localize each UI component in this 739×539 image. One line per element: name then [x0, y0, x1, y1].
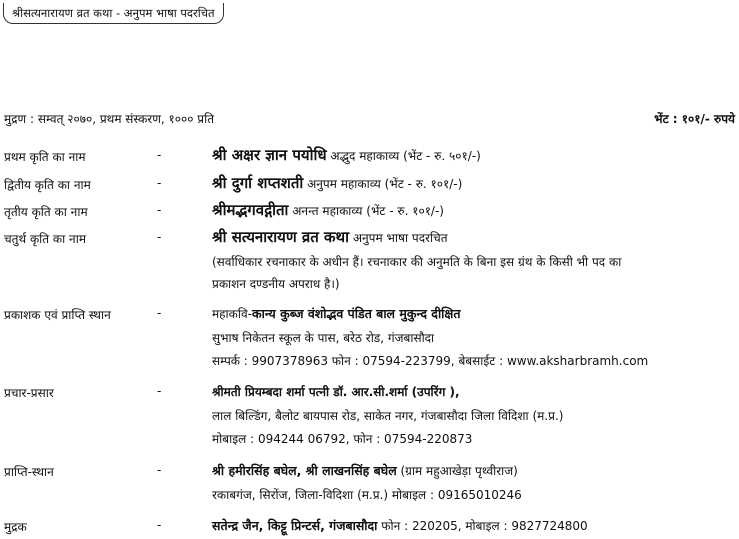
printer-dash: - [157, 518, 162, 532]
promotion-name: श्रीमती प्रियम्बदा शर्मा पत्नी डॉ. आर.सी.शर्मा (उपरिंग ), [212, 385, 460, 399]
promotion-dash: - [157, 384, 162, 398]
copyright-line-2: प्रकाशन दण्डनीय अपराध है।) [212, 277, 340, 291]
work-2-desc: अनुपम महाकाव्य (भेंट - रु. १०१/-) [307, 177, 463, 191]
availability-names-line [212, 462, 518, 479]
work-1-dash: - [157, 148, 162, 162]
printer-line [212, 517, 588, 534]
printer-label: मुद्रक [4, 520, 27, 534]
publisher-prefix: महाकवि- [212, 307, 252, 321]
availability-label: प्राप्ति-स्थान [4, 465, 54, 479]
publisher-name-line [212, 305, 461, 322]
availability-village: (ग्राम महुआखेड़ा पृथ्वीराज) [400, 464, 518, 478]
work-4-label: चतुर्थ कृति का नाम [4, 232, 87, 246]
work-3-label: तृतीय कृति का नाम [4, 205, 88, 219]
publisher-address: सुभाष निकेतन स्कूल के पास, बरेठ रोड, गंजबासौदा [212, 331, 435, 345]
publisher-dash: - [157, 306, 162, 320]
work-2-title: श्री दुर्गा शप्तशती [212, 174, 304, 192]
work-3-desc: अनन्त महाकाव्य (भेंट - रु. १०१/-) [292, 204, 444, 218]
printer-name: सतेन्द्र जैन, किट्टू प्रिन्टर्स, गंजबासौदा [212, 518, 378, 533]
work-4-title: श्री सत्यनारायण व्रत कथा [212, 228, 350, 246]
work-2-label: द्वितीय कृति का नाम [4, 178, 91, 192]
copyright-line-1: (सर्वाधिकार रचनाकार के अधीन हैं। रचनाकार की अनुमति के बिना इस ग्रंथ के किसी भी पद का [212, 255, 622, 269]
work-1-label: प्रथम कृति का नाम [4, 150, 86, 164]
price: भेंट : १०१/- रुपये [654, 112, 735, 126]
header-title: श्रीसत्यनारायण व्रत कथा - अनुपम भाषा पदरचित [3, 3, 224, 24]
work-2-dash: - [157, 176, 162, 190]
work-3-dash: - [157, 203, 162, 217]
work-3-title: श्रीमद्भगवद्गीता [212, 201, 289, 219]
work-2-value [212, 173, 462, 193]
work-1-value [212, 145, 481, 165]
availability-names: श्री हमीरसिंह बघेल, श्री लाखनसिंह बघेल [212, 463, 397, 478]
promotion-label: प्रचार-प्रसार [4, 386, 54, 400]
work-4-dash: - [157, 230, 162, 244]
work-4-desc: अनुपम भाषा पदरचित [352, 231, 448, 245]
publisher-name: कान्य कुब्ज वंशोद्भव पंडित बाल मुकुन्द दीक्षित [251, 306, 461, 321]
work-1-title: श्री अक्षर ज्ञान पयोधि [212, 146, 327, 164]
availability-dash: - [157, 463, 162, 477]
publisher-label: प्रकाशक एवं प्राप्ति स्थान [4, 308, 111, 322]
publisher-contact: सम्पर्क : 9907378963 फोन : 07594-223799, बेबसाईट : www.aksharbramh.com [212, 354, 649, 368]
work-4-value [212, 227, 448, 247]
promotion-contact: मोबाइल : 094244 06792, फोन : 07594-220873 [212, 432, 473, 446]
publication-info: मुद्रण : सम्वत् २०७०, प्रथम संस्करण, १००० प्रति [4, 112, 215, 126]
work-1-desc: अद्भुद महाकाव्य (भेंट - रु. ५०१/-) [330, 149, 481, 163]
work-3-value [212, 200, 444, 220]
availability-address: रकाबगंज, सिरोंज, जिला-विदिशा (म.प्र.) मोबाइल : 09165010246 [212, 488, 522, 502]
printer-contact: फोन : 220205, मोबाइल : 9827724800 [381, 519, 588, 533]
promotion-address: लाल बिल्डिंग, बैलोट बायपास रोड, साकेत नगर, गंजबासौदा जिला विदिशा (म.प्र.) [212, 409, 564, 423]
